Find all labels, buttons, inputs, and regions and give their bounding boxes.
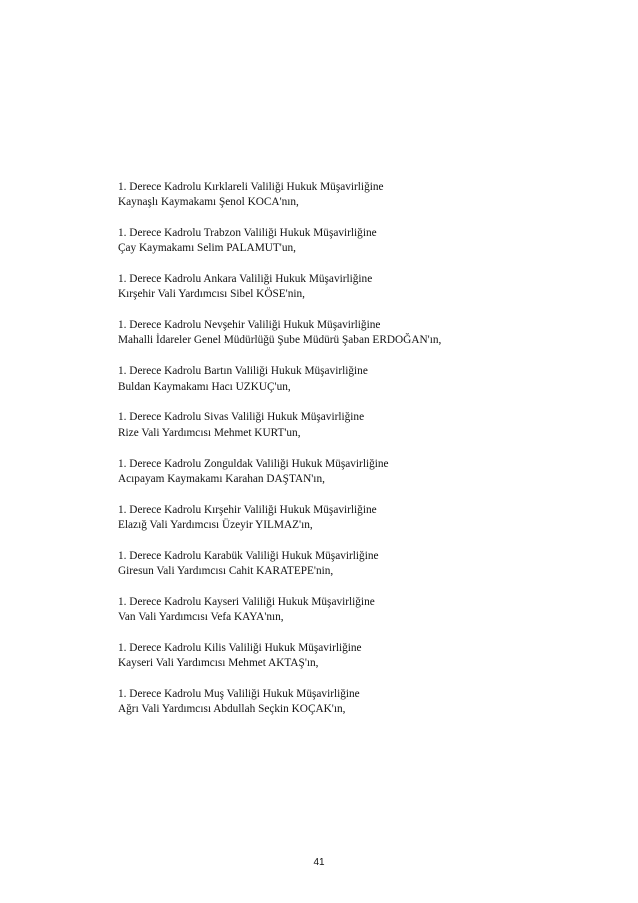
position-line: 1. Derece Kadrolu Trabzon Valiliği Hukuk Müşavirliğine [118, 227, 377, 240]
position-line: 1. Derece Kadrolu Zonguldak Valiliği Hukuk Müşavirliğine [118, 457, 389, 470]
appointee-line: Rize Vali Yardımcısı Mehmet KURT'un, [118, 426, 301, 439]
appointee-line: Buldan Kaymakamı Hacı UZKUÇ'un, [118, 380, 291, 393]
appointment-entry [118, 457, 618, 503]
position-line: 1. Derece Kadrolu Kilis Valiliği Hukuk Müşavirliğine [118, 641, 362, 654]
appointment-entry [118, 318, 618, 364]
appointee-line: Kayseri Vali Yardımcısı Mehmet AKTAŞ'ın, [118, 657, 319, 670]
appointment-list [118, 180, 618, 733]
appointee-line: Çay Kaymakamı Selim PALAMUT'un, [118, 242, 296, 255]
appointment-entry [118, 687, 618, 733]
position-line: 1. Derece Kadrolu Ankara Valiliği Hukuk Müşavirliğine [118, 273, 373, 286]
appointment-entry [118, 503, 618, 549]
appointment-entry [118, 595, 618, 641]
appointment-entry [118, 180, 618, 226]
appointment-entry [118, 226, 618, 272]
appointment-entry [118, 410, 618, 456]
appointee-line: Van Vali Yardımcısı Vefa KAYA'nın, [118, 611, 284, 624]
position-line: 1. Derece Kadrolu Kırşehir Valiliği Hukuk Müşavirliğine [118, 503, 377, 516]
appointment-entry [118, 364, 618, 410]
position-line: 1. Derece Kadrolu Bartın Valiliği Hukuk Müşavirliğine [118, 365, 368, 378]
appointee-line: Ağrı Vali Yardımcısı Abdullah Seçkin KOÇAK'ın, [118, 703, 346, 716]
appointee-line: Kaynaşlı Kaymakamı Şenol KOCA'nın, [118, 196, 299, 209]
appointee-line: Acıpayam Kaymakamı Karahan DAŞTAN'ın, [118, 472, 325, 485]
position-line: 1. Derece Kadrolu Sivas Valiliği Hukuk Müşavirliğine [118, 411, 365, 424]
appointee-line: Elazığ Vali Yardımcısı Üzeyir YILMAZ'ın, [118, 518, 313, 531]
page-number: 41 [313, 857, 325, 868]
position-line: 1. Derece Kadrolu Kayseri Valiliği Hukuk Müşavirliğine [118, 595, 375, 608]
appointee-line: Giresun Vali Yardımcısı Cahit KARATEPE'nin, [118, 564, 334, 577]
appointment-entry [118, 641, 618, 687]
position-line: 1. Derece Kadrolu Muş Valiliği Hukuk Müşavirliğine [118, 688, 360, 701]
appointment-entry [118, 549, 618, 595]
appointment-entry [118, 272, 618, 318]
position-line: 1. Derece Kadrolu Nevşehir Valiliği Hukuk Müşavirliğine [118, 319, 381, 332]
appointee-line: Mahalli İdareler Genel Müdürlüğü Şube Müdürü Şaban ERDOĞAN'ın, [118, 334, 442, 347]
position-line: 1. Derece Kadrolu Kırklareli Valiliği Hukuk Müşavirliğine [118, 181, 384, 193]
appointee-line: Kırşehir Vali Yardımcısı Sibel KÖSE'nin, [118, 288, 305, 301]
position-line: 1. Derece Kadrolu Karabük Valiliği Hukuk Müşavirliğine [118, 549, 379, 562]
